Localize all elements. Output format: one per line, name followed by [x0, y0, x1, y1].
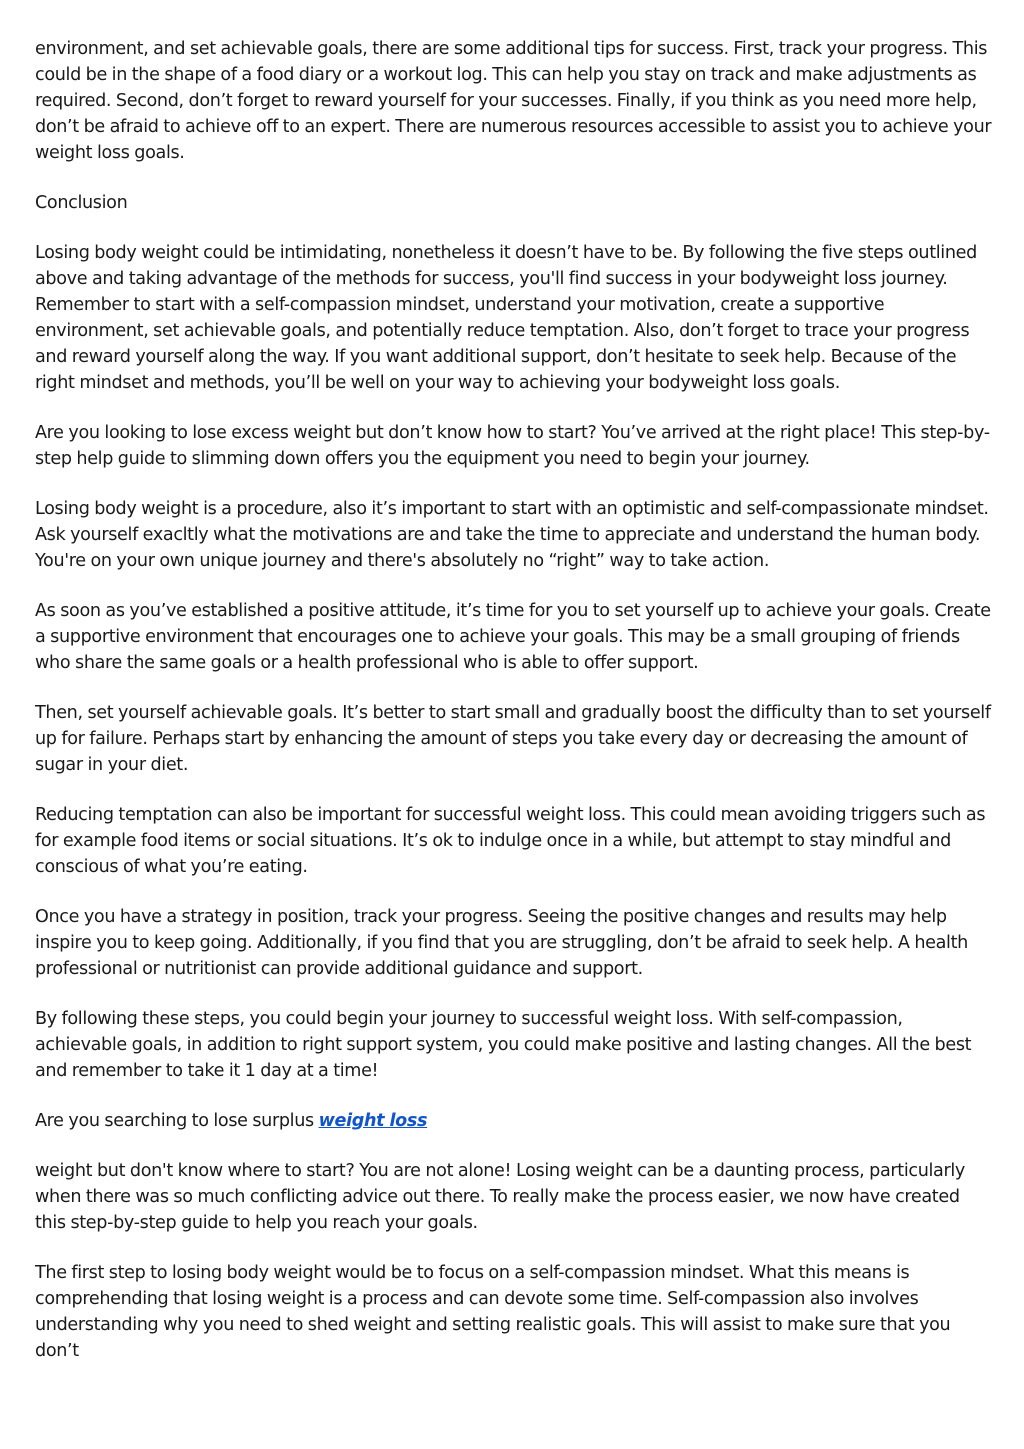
- paragraph-goals: Then, set yourself achievable goals. It’s better to start small and gradually boost the difficulty than to set yourself up for failure. Perhaps start by enhancing the amount of steps you take every day or decreasing the amount of sugar in your diet.: [35, 703, 991, 775]
- paragraph-intro: Are you looking to lose excess weight but don’t know how to start? You’ve arrived at the right place! This step-by-step help guide to slimming down offers you the equipment you need to begin your journey.: [35, 423, 990, 469]
- paragraph-tips: environment, and set achievable goals, there are some additional tips for success. First, track your progress. This could be in the shape of a food diary or a workout log. This can help you stay on track and make adjustments as required. Second, don’t forget to reward yourself for your successes. Finally, if you think as you need more help, don’t be afraid to achieve off to an expert. There are numerous resources accessible to assist you to achieve your weight loss goals.: [35, 39, 992, 163]
- paragraph-summary: By following these steps, you could begin your journey to successful weight loss. With self-compassion, achievable goals, in addition to right support system, you could make positive and lasting changes. All the best and remember to take it 1 day at a time!: [35, 1009, 972, 1081]
- paragraph-temptation: Reducing temptation can also be important for successful weight loss. This could mean avoiding triggers such as for example food items or social situations. It’s ok to indulge once in a while, but attempt to stay mindful and conscious of what you’re eating.: [35, 805, 986, 877]
- paragraph-first-step: The first step to losing body weight would be to focus on a self-compassion mindset. What this means is comprehending that losing weight is a process and can devote some time. Self-compassion also involves understanding why you need to shed weight and setting realistic goals. This will assist to make sure that you don’t: [35, 1263, 951, 1361]
- paragraph-mindset: Losing body weight is a procedure, also it’s important to start with an optimistic and self-compassionate mindset. Ask yourself exacltly what the motivations are and take the time to appreciate and understand the human body. You're on your own unique journey and there's absolutely no “right” way to take action.: [35, 499, 989, 571]
- paragraph-progress: Once you have a strategy in position, track your progress. Seeing the positive changes and results may help inspire you to keep going. Additionally, if you find that you are struggling, don’t be afraid to seek help. A health professional or nutritionist can provide additional guidance and support.: [35, 907, 968, 979]
- paragraph-question: [35, 1108, 994, 1134]
- question-text: Are you searching to lose surplus: [35, 1111, 319, 1131]
- weight-loss-link[interactable]: weight loss: [318, 1111, 428, 1131]
- paragraph-conclusion: Losing body weight could be intimidating, nonetheless it doesn’t have to be. By following the five steps outlined above and taking advantage of the methods for success, you'll find success in your bodyweight loss journey. Remember to start with a self-compassion mindset, understand your motivation, create a supportive environment, set achievable goals, and potentially reduce temptation. Also, don’t forget to trace your progress and reward yourself along the way. If you want additional support, don’t hesitate to seek help. Because of the right mindset and methods, you’ll be well on your way to achieving your bodyweight loss goals.: [35, 243, 977, 393]
- paragraph-guide: weight but don't know where to start? You are not alone! Losing weight can be a daunting process, particularly when there was so much conflicting advice out there. To really make the process easier, we now have created this step-by-step guide to help you reach your goals.: [35, 1161, 965, 1233]
- paragraph-environment: As soon as you’ve established a positive attitude, it’s time for you to set yourself up to achieve your goals. Create a supportive environment that encourages one to achieve your goals. This may be a small grouping of friends who share the same goals or a health professional who is able to offer support.: [35, 601, 991, 673]
- heading-conclusion: Conclusion: [35, 193, 128, 213]
